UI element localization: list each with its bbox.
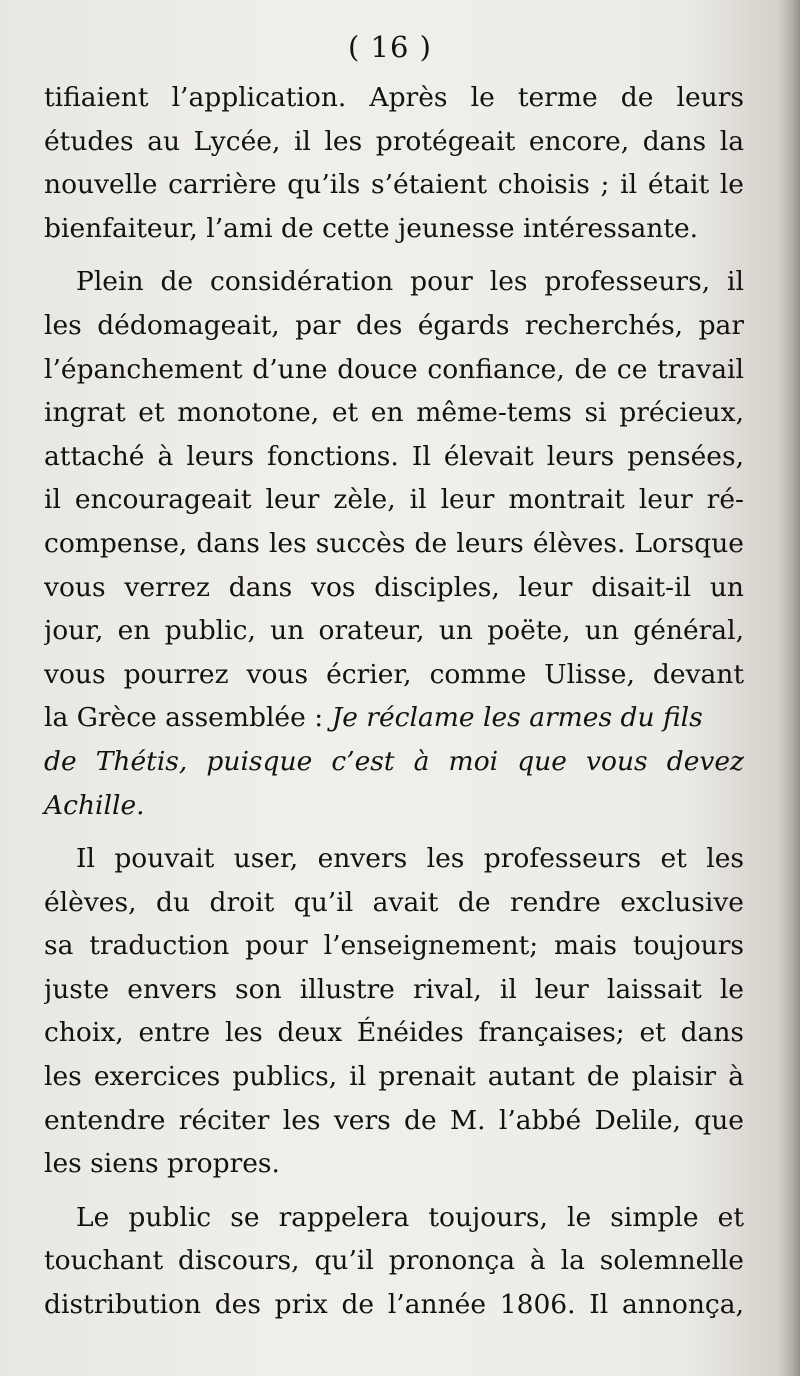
text-line: attaché à leurs fonctions. Il élevait leurs pensées, [44, 440, 744, 472]
text-line: juste envers son illustre rival, il leur laissait le [44, 973, 744, 1005]
text-line-mixed [44, 696, 744, 740]
text-line: choix, entre les deux Énéides françaises; et dans [44, 1017, 744, 1049]
paragraph-3 [44, 837, 744, 1186]
text-line: il encourageait leur zèle, il leur montrait leur ré- [44, 484, 744, 516]
text-line: entendre réciter les vers de M. l’abbé Delile, que [44, 1104, 744, 1136]
text-line: vous verrez dans vos disciples, leur disait-il un [44, 571, 744, 603]
text-line: bienfaiteur, l’ami de cette jeunesse intéressante. [44, 212, 699, 244]
text-line: Le public se rappelera toujours, le simple et [76, 1201, 744, 1233]
text-segment: la Grèce assemblée : [44, 702, 324, 734]
text-line: vous pourrez vous écrier, comme Ulisse, devant [44, 658, 744, 690]
body-text [44, 76, 744, 1327]
text-line: les exercices publics, il prenait autant de plaisir à [44, 1061, 744, 1093]
text-line: élèves, du droit qu’il avait de rendre exclusive [44, 886, 744, 918]
text-line: les siens propres. [44, 1148, 280, 1180]
text-line: les dédomageait, par des égards recherchés, par [44, 309, 744, 341]
italic-quote-line: de Thétis, puisque c’est à moi que vous devez [44, 745, 744, 777]
text-line: l’épanchement d’une douce confiance, de ce travail [44, 353, 744, 385]
text-line: Il pouvait user, envers les professeurs et les [76, 843, 744, 875]
page-edge-shadow [778, 0, 800, 1376]
text-line: compense, dans les succès de leurs élèves. Lorsque [44, 527, 744, 559]
text-line: nouvelle carrière qu’ils s’étaient choisis ; il était le [44, 169, 744, 201]
text-line: ingrat et monotone, et en même-tems si précieux, [44, 397, 744, 429]
paragraph-1 [44, 76, 744, 250]
text-line: sa traduction pour l’enseignement; mais toujours [44, 930, 744, 962]
paragraph-2 [44, 260, 744, 827]
text-line: touchant discours, qu’il prononça à la solemnelle [44, 1245, 744, 1277]
paragraph-4 [44, 1196, 744, 1327]
text-line: tifiaient l’application. Après le terme de leurs [44, 82, 744, 113]
page-number: ( 16 ) [348, 30, 432, 64]
italic-quote-line: Achille. [44, 789, 145, 821]
text-line: Plein de considération pour les professeurs, il [76, 266, 744, 298]
text-line: jour, en public, un orateur, un poëte, un général, [44, 615, 744, 647]
italic-quote: Je réclame les armes du fils [331, 702, 703, 734]
text-line: distribution des prix de l’année 1806. Il annonça, [44, 1289, 744, 1321]
text-line: études au Lycée, il les protégeait encore, dans la [44, 125, 744, 157]
